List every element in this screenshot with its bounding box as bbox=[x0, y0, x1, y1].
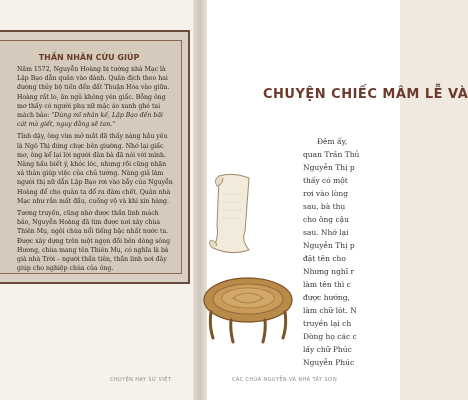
body-line: quan Trần Thủ bbox=[303, 150, 360, 159]
paragraph-1-quote: "Dùng mĩ nhân kế, Lập Bạo đến bãi cát mà giết, nguy đằng sẽ tan." bbox=[17, 112, 164, 129]
body-line: Đêm ấy, bbox=[317, 137, 348, 146]
body-line: Dòng họ các c bbox=[303, 332, 357, 341]
body-line: sau. Nhớ lại bbox=[303, 228, 349, 237]
scroll-illustration bbox=[205, 170, 261, 260]
body-line: sau, bà thụ bbox=[303, 202, 346, 211]
body-line: Nguyễn Thị p bbox=[303, 241, 355, 250]
body-line: làm chữ lót. N bbox=[303, 306, 357, 315]
body-line: lấy chữ Phúc bbox=[303, 345, 352, 354]
body-line: đặt tên cho bbox=[303, 254, 346, 263]
body-line: Nguyễn Phúc bbox=[303, 358, 355, 367]
left-footer: CHUYỆN HAY SỬ VIỆT bbox=[110, 377, 172, 383]
story-box-inner bbox=[0, 40, 182, 274]
chapter-title: CHUYỆN CHIẾC MÂM LỄ VÀ bbox=[263, 87, 468, 102]
body-line: làm tên thì c bbox=[303, 280, 351, 289]
left-page bbox=[0, 0, 193, 400]
body-line: truyền lại ch bbox=[303, 319, 352, 328]
body-line: thấy có một bbox=[303, 176, 348, 185]
body-line: Nhưng nghĩ r bbox=[303, 267, 355, 276]
body-line: được hướng, bbox=[303, 293, 350, 302]
paragraph-1-text: Năm 1572, Nguyễn Hoàng bị tướng nhà Mạc là Lập Bạo dẫn quân vào đánh. Quân địch theo hai đường thủy bộ tiến đến đất Thuận Hóa vào giữa. Hoàng rất lo, ăn ngủ không yên giấc. Bỗng ông mơ thấy có người phụ nữ mặc áo xanh ghé tai mách bảo: bbox=[17, 66, 170, 120]
right-page bbox=[207, 0, 468, 400]
paragraph-2: Tỉnh dậy, ông vừa mở mắt đã thấy nàng hầu yêu là Ngô Thị đứng chực bên giường. Nhớ lại giấc mơ, ông kể lại lời người đàn bà đã nói với mình. Nàng hầu biết ý, khóc lóc, nhưng rồi cũng nhận xả thân giúp việc của chủ tướng. Nàng giả làm người thị nữ dẫn Lập Bạo rơi vào bẫy của Nguyễn Hoàng để cho quân ta đổ ra đâm chết. Quân nhà Mạc như rắn mất đầu, cuống vộ và khi xin hàng. bbox=[17, 133, 173, 205]
story-box bbox=[0, 30, 190, 284]
box-text bbox=[17, 65, 173, 276]
offering-tray-illustration bbox=[203, 270, 293, 350]
paragraph-3: Tương truyền, cũng nhờ được thần linh mách bảo, Nguyễn Hoàng đã tìm được nơi xây chùa Thiên Mụ, ngôi chùa nổi tiếng bậc nhất nước ta. Được xây dựng trên một ngọn đồi bên dòng sông Hương, chùa mang tên Thiên Mụ, có nghĩa là bà già nhà Trời – người thần tiên, thần linh nơi đây giúp cho nghiệp chúa của ông. bbox=[17, 210, 171, 273]
body-line: rơi vào lòng bbox=[303, 189, 349, 198]
box-title: THẦN NHÂN CỨU GIÚP bbox=[38, 53, 140, 62]
chapter-body bbox=[303, 135, 399, 369]
paragraph-1 bbox=[17, 65, 173, 129]
right-footer: CÁC CHÚA NGUYỄN VÀ NHÀ TÂY SƠN bbox=[232, 377, 338, 383]
body-line: Nguyễn Thị p bbox=[303, 163, 355, 172]
body-line: cho ông cậu bbox=[303, 215, 349, 224]
